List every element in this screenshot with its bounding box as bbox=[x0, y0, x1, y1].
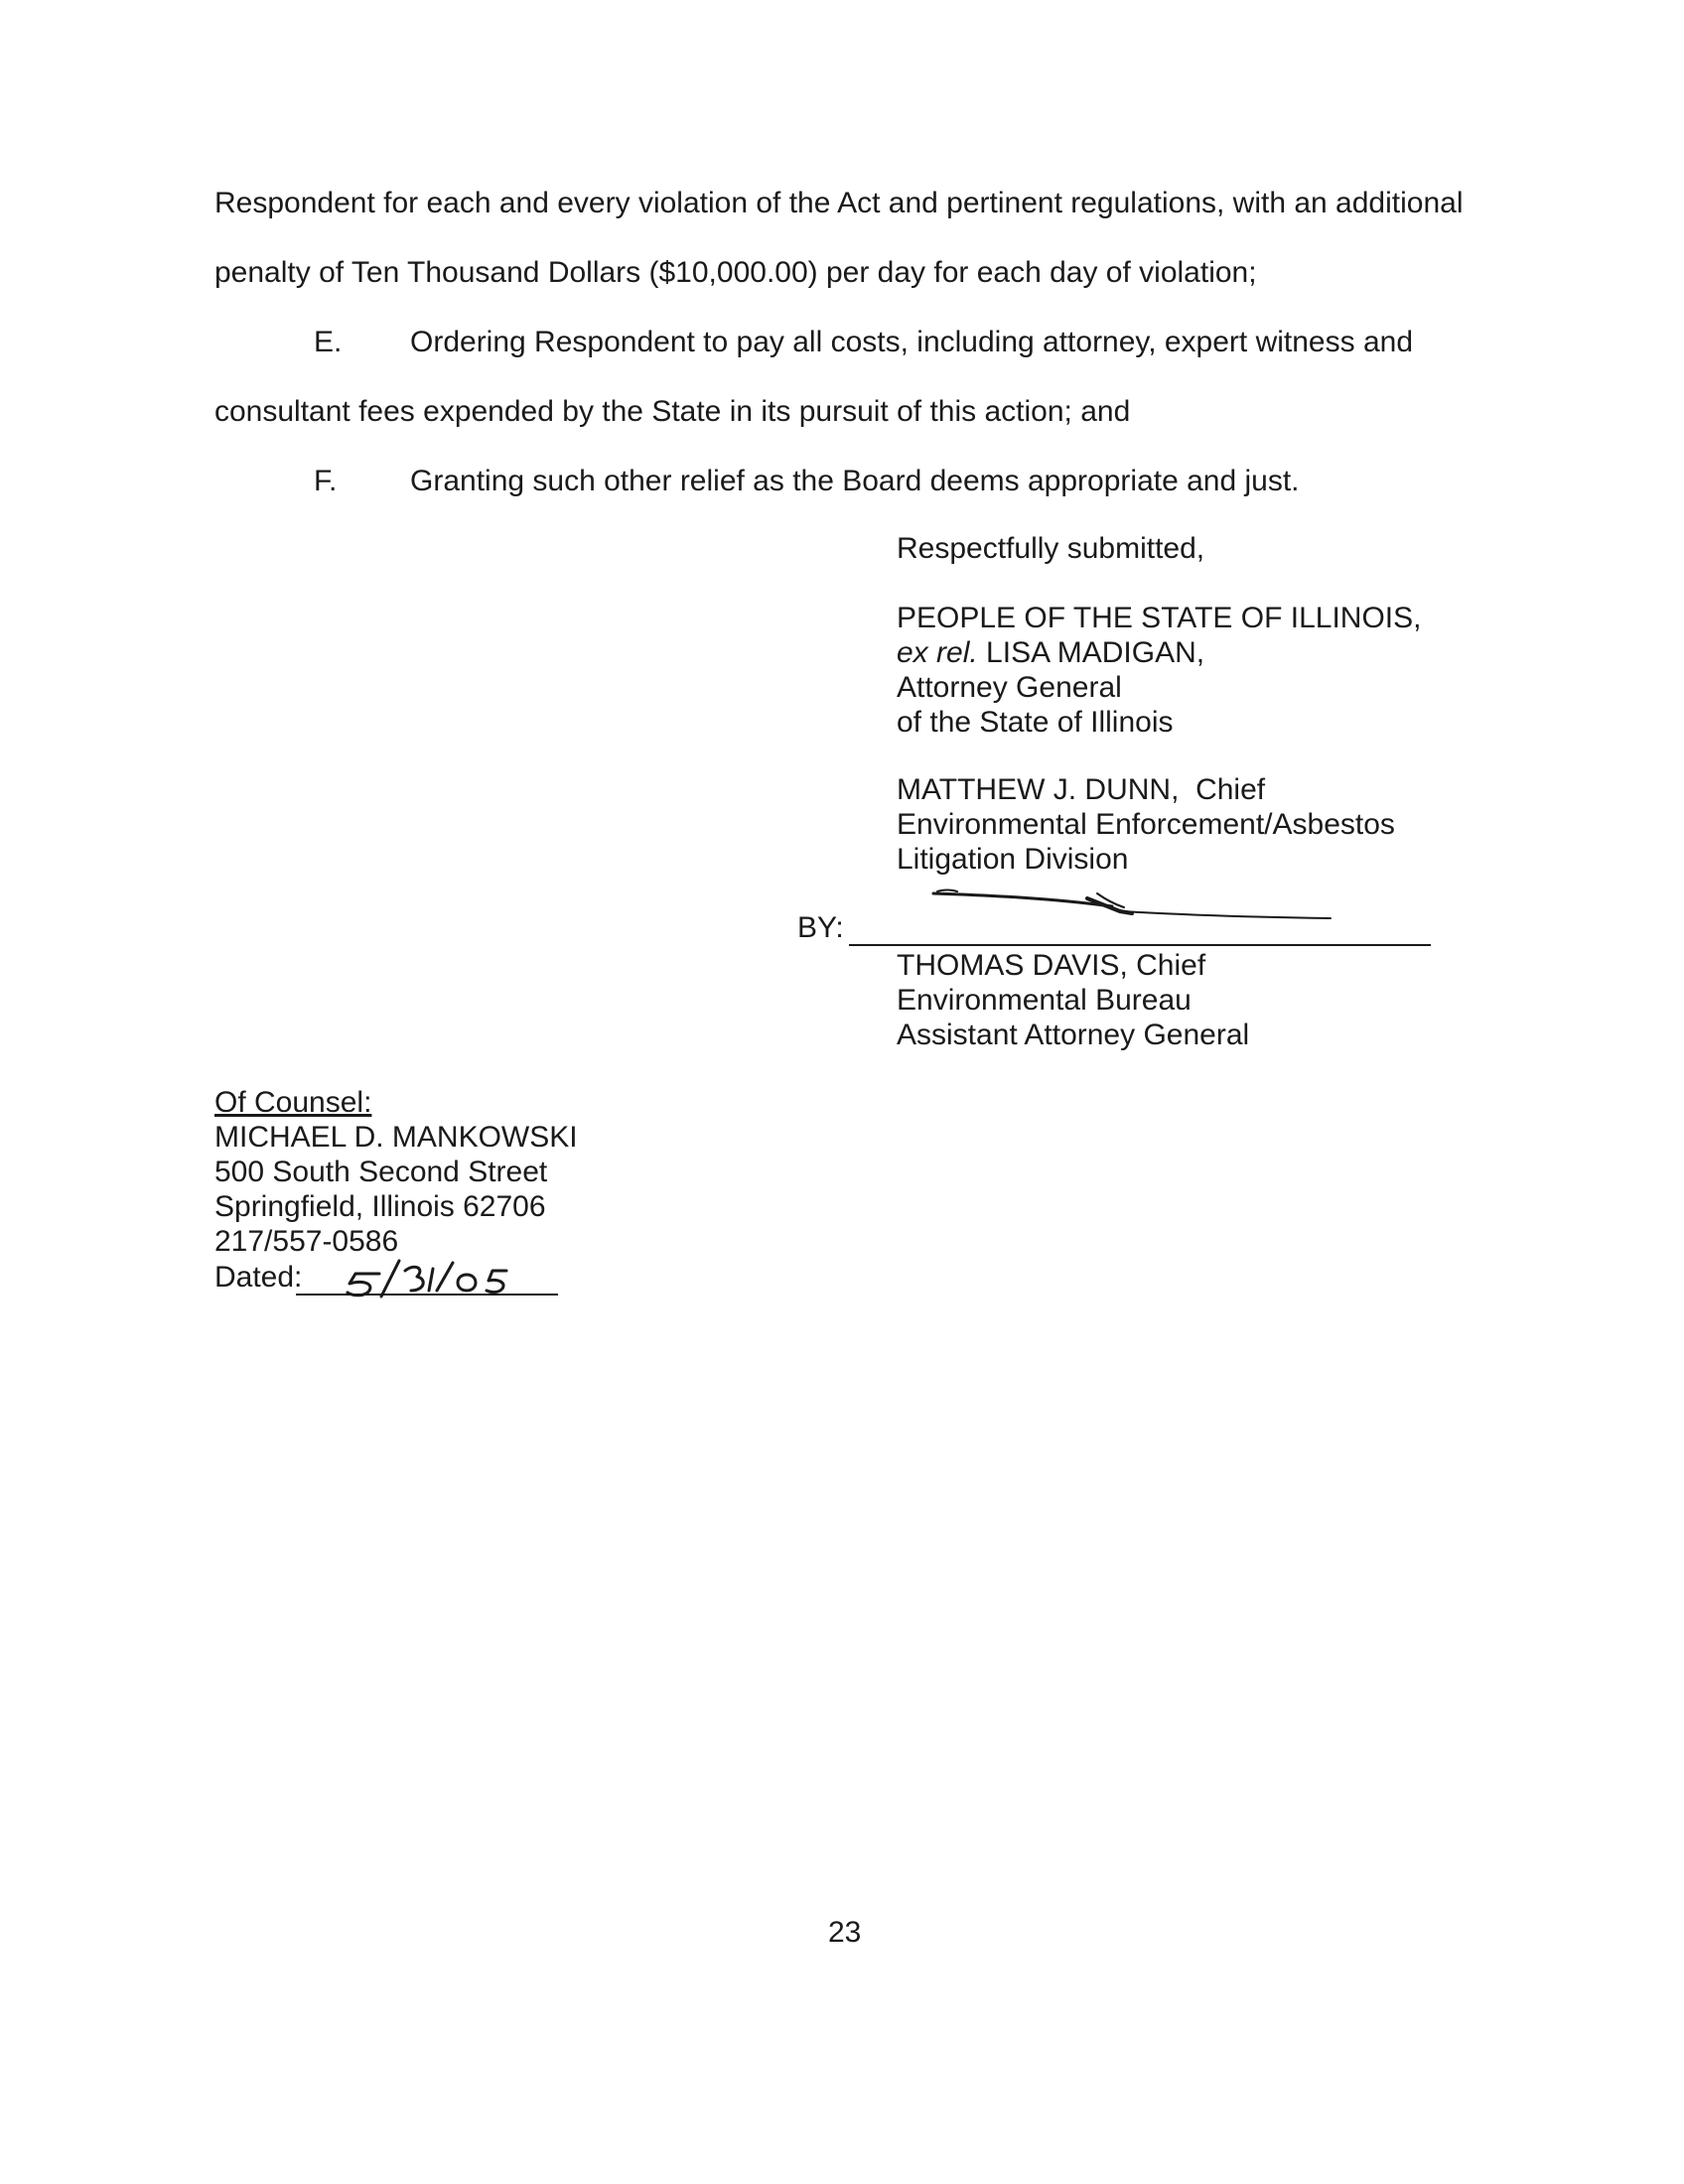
body-line-2: penalty of Ten Thousand Dollars ($10,000.00) per day for each day of violation; bbox=[214, 256, 1257, 289]
davis-block bbox=[897, 948, 1249, 1052]
by-label: BY: bbox=[797, 911, 844, 944]
counsel-heading: Of Counsel: bbox=[214, 1086, 372, 1119]
counsel-city: Springfield, Illinois 62706 bbox=[214, 1190, 546, 1223]
dunn-line-3: Litigation Division bbox=[897, 843, 1129, 876]
respectfully-submitted: Respectfully submitted, bbox=[897, 532, 1205, 565]
item-e-line-2: consultant fees expended by the State in its pursuit of this action; and bbox=[214, 395, 1131, 428]
page-number: 23 bbox=[828, 1916, 862, 1949]
attorney-general-line-1: Attorney General bbox=[897, 671, 1122, 704]
counsel-street: 500 South Second Street bbox=[214, 1156, 548, 1188]
signature-scribble bbox=[933, 890, 1331, 919]
attorney-general-block bbox=[897, 601, 1421, 740]
counsel-phone: 217/557-0586 bbox=[214, 1225, 399, 1258]
attorney-general-line-2: of the State of Illinois bbox=[897, 706, 1174, 739]
people-line: PEOPLE OF THE STATE OF ILLINOIS, bbox=[897, 602, 1422, 634]
dunn-line-1: MATTHEW J. DUNN, Chief bbox=[897, 773, 1266, 806]
item-e-line-1: Ordering Respondent to pay all costs, including attorney, expert witness and bbox=[410, 326, 1414, 358]
counsel-name: MICHAEL D. MANKOWSKI bbox=[214, 1121, 578, 1154]
davis-line-3: Assistant Attorney General bbox=[897, 1019, 1250, 1051]
dated-underline bbox=[296, 1294, 558, 1296]
ex-rel-line bbox=[897, 635, 1421, 670]
item-f-letter: F. bbox=[314, 465, 338, 497]
body-line-1: Respondent for each and every violation of the Act and pertinent regulations, with an additional bbox=[214, 187, 1464, 219]
signature-line bbox=[849, 944, 1431, 946]
davis-line-2: Environmental Bureau bbox=[897, 984, 1192, 1017]
item-e-letter: E. bbox=[314, 326, 343, 358]
ex-rel-italic: ex rel. bbox=[897, 636, 978, 669]
handwritten-date bbox=[348, 1261, 506, 1297]
davis-line-1: THOMAS DAVIS, Chief bbox=[897, 949, 1206, 982]
dunn-line-2: Environmental Enforcement/Asbestos bbox=[897, 808, 1395, 841]
counsel-block bbox=[214, 1085, 578, 1259]
dunn-block bbox=[897, 772, 1395, 877]
item-f-line-1: Granting such other relief as the Board deems appropriate and just. bbox=[410, 465, 1300, 497]
ex-rel-name: LISA MADIGAN, bbox=[986, 636, 1205, 669]
dated-label: Dated: bbox=[214, 1261, 303, 1294]
